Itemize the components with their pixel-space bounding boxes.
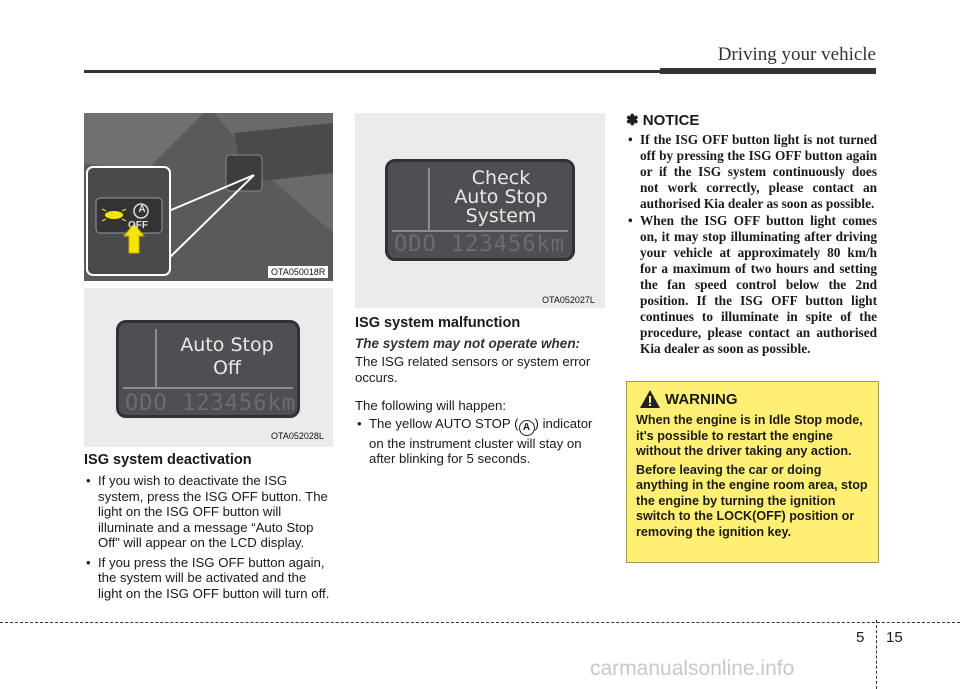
- fig1-button-icon: A: [138, 204, 146, 215]
- auto-stop-icon-glyph: A: [522, 421, 531, 433]
- lcd-divider: [155, 329, 157, 387]
- lcd-line-3: System: [465, 205, 537, 227]
- footer-rule: [0, 622, 960, 623]
- paragraph-following: The following will happen:: [355, 398, 507, 413]
- section-heading: ISG system malfunction: [355, 315, 521, 331]
- bullet-item: • If you press the ISG OFF button again, the system will be activated and the light on the ISG OFF button will turn off.: [84, 555, 334, 602]
- fig3-caption: OTA052027L: [542, 295, 595, 305]
- bullet-text-before: The yellow AUTO STOP (: [369, 415, 519, 431]
- figure-isg-button: [84, 113, 333, 281]
- warning-title: WARNING: [665, 391, 738, 408]
- notice-item: • When the ISG OFF button light comes on, it may stop illuminating after driving your vehicle at approximately 80 km/h for a maximum of two hours and setting the fan speed control below the 2nd position. If the ISG OFF button light continues to illuminate in spite of the procedure, please contact an authorised Kia dealer as soon as possible.: [626, 213, 877, 357]
- notice-symbol: ✽: [626, 112, 639, 129]
- lcd-line-1: Check: [471, 167, 531, 189]
- warning-paragraph: When the engine is in Idle Stop mode, it's possible to restart the engine without the driver taking any action.: [636, 413, 863, 458]
- notice-title: NOTICE: [642, 112, 700, 129]
- notice-item: • If the ISG OFF button light is not turned off by pressing the ISG OFF button again or if the ISG system continuously does not work correctly, please contact an authorised Kia dealer as soon as possible.: [626, 132, 877, 212]
- lcd-odometer: ODO 123456km: [125, 391, 296, 416]
- notice-heading: [626, 111, 877, 129]
- warning-paragraph: Before leaving the car or doing anything in the engine room area, stop the engine by turning the ignition switch to the LOCK(OFF) position or removing the ignition key.: [636, 462, 868, 539]
- footer-divider: [876, 620, 877, 689]
- figure-auto-stop-off: [84, 288, 333, 447]
- section-deactivation: [84, 452, 334, 605]
- lcd-line-2: Off: [212, 357, 242, 379]
- header-rule-accent: [660, 68, 876, 74]
- lcd-line-1: Auto Stop: [180, 334, 274, 356]
- bullet-item: • If you wish to deactivate the ISG system, press the ISG OFF button. The light on the ISG OFF button will illuminate and a message “Auto Stop Off” will appear on the LCD display.: [84, 473, 334, 551]
- bullet-item: [355, 416, 605, 467]
- bullet-text-after: ) indicator on the instrument cluster will stay on after blinking for 5 seconds.: [369, 415, 593, 466]
- section-subheading: The system may not operate when:: [355, 336, 581, 351]
- lcd-display: [116, 320, 300, 418]
- fig2-caption: OTA052028L: [271, 431, 324, 441]
- figure-check-auto-stop: [355, 113, 605, 308]
- lcd-line-2: Auto Stop: [454, 186, 548, 208]
- lcd-odometer: ODO 123456km: [394, 232, 565, 257]
- notice-block: [626, 111, 877, 358]
- warning-header: [635, 388, 870, 412]
- lcd-display: [385, 159, 575, 261]
- auto-stop-icon: [519, 420, 535, 436]
- lcd-divider: [428, 168, 430, 230]
- watermark: carmanualsonline.info: [590, 657, 795, 680]
- warning-triangle-icon: [639, 389, 661, 409]
- running-header: Driving your vehicle: [717, 44, 876, 65]
- warning-body: [636, 413, 870, 543]
- lcd-rule: [123, 387, 293, 389]
- section-malfunction: [355, 315, 605, 471]
- chapter-number: 5: [856, 629, 865, 646]
- warning-box: [626, 381, 879, 563]
- dashboard-illustration: [84, 113, 333, 281]
- page-number: 15: [886, 629, 903, 646]
- fig1-caption: OTA050018R: [268, 266, 328, 278]
- fig1-button-label: OFF: [128, 220, 148, 231]
- section-heading: ISG system deactivation: [84, 452, 252, 468]
- paragraph: The ISG related sensors or system error occurs.: [355, 354, 591, 385]
